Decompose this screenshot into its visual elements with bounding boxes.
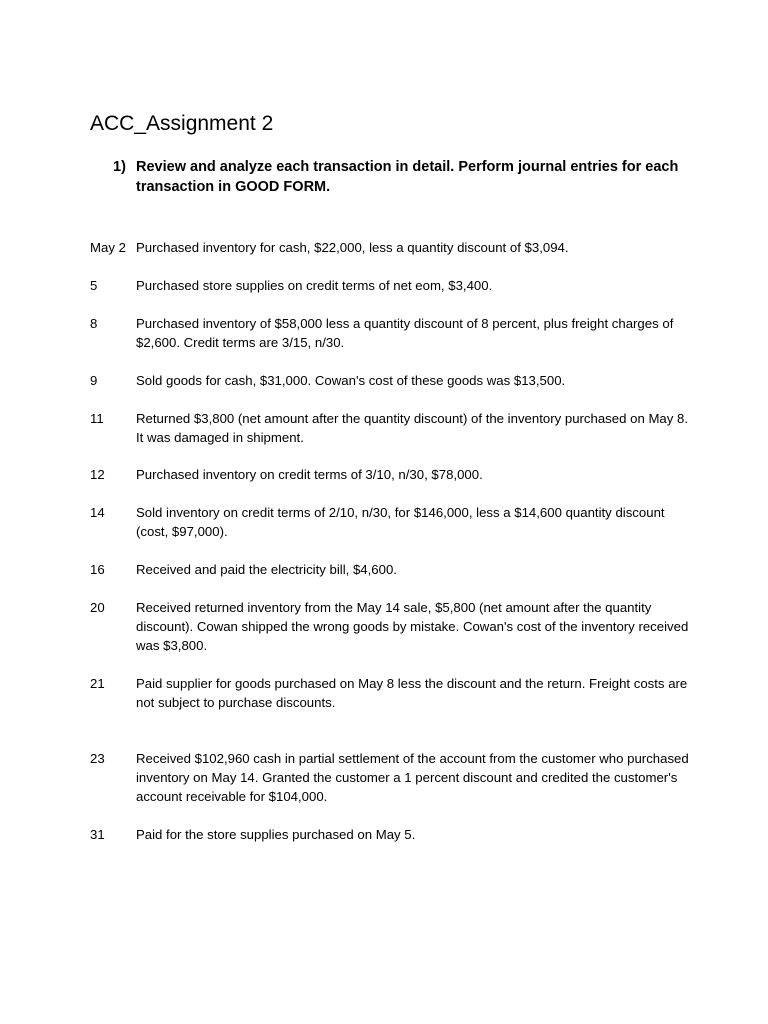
transaction-description: Purchased store supplies on credit terms of net eom, $3,400. bbox=[136, 278, 493, 293]
transaction-date: 14 bbox=[90, 505, 105, 520]
transaction-date: 12 bbox=[90, 467, 105, 482]
question-number: 1) bbox=[113, 159, 126, 175]
transaction-description: Returned $3,800 (net amount after the quantity discount) of the inventory purchased on May 8. It was damaged in shipment. bbox=[136, 411, 689, 445]
transaction-date: 8 bbox=[90, 316, 98, 331]
transaction-date: 21 bbox=[90, 676, 105, 691]
transaction-date: 16 bbox=[90, 562, 105, 577]
transaction-description: Received $102,960 cash in partial settlement of the account from the customer who purchased inventory on May 14. Granted the customer a 1 percent discount and credited the customer's account receivable for $104,000. bbox=[136, 751, 689, 804]
transaction-entry bbox=[90, 749, 690, 806]
transaction-entry bbox=[90, 503, 690, 541]
transaction-entry bbox=[90, 314, 690, 352]
transaction-date: 31 bbox=[90, 827, 105, 842]
transaction-entry bbox=[90, 409, 690, 447]
transaction-description: Received returned inventory from the May 14 sale, $5,800 (net amount after the quantity discount). Cowan shipped the wrong goods by mistake. Cowan's cost of the inventory received was $3,800. bbox=[136, 600, 689, 653]
transaction-description: Purchased inventory of $58,000 less a quantity discount of 8 percent, plus freight charges of $2,600. Credit terms are 3/15, n/30. bbox=[136, 316, 674, 350]
transaction-date: 23 bbox=[90, 751, 105, 766]
transaction-entry bbox=[90, 674, 690, 712]
transaction-entry bbox=[90, 465, 690, 484]
transaction-entry bbox=[90, 825, 690, 844]
question-text: Review and analyze each transaction in detail. Perform journal entries for each transaction in GOOD FORM. bbox=[136, 159, 679, 195]
transaction-date: 11 bbox=[90, 411, 104, 426]
transaction-description: Sold goods for cash, $31,000. Cowan's cost of these goods was $13,500. bbox=[136, 373, 566, 388]
transaction-description: Paid for the store supplies purchased on May 5. bbox=[136, 827, 416, 842]
transaction-date: 5 bbox=[90, 278, 98, 293]
transaction-description: Purchased inventory on credit terms of 3/10, n/30, $78,000. bbox=[136, 467, 483, 482]
question-1 bbox=[113, 157, 693, 197]
transaction-description: Paid supplier for goods purchased on May 8 less the discount and the return. Freight costs are not subject to purchase discounts. bbox=[136, 676, 688, 710]
transaction-date: 20 bbox=[90, 600, 105, 615]
transaction-entry bbox=[90, 276, 690, 295]
document-title: ACC_Assignment 2 bbox=[90, 112, 274, 135]
transaction-entry bbox=[90, 560, 690, 579]
transaction-date: May 2 bbox=[90, 240, 126, 255]
transaction-date: 9 bbox=[90, 373, 98, 388]
transaction-entry bbox=[90, 598, 690, 655]
transaction-entry bbox=[90, 238, 690, 257]
transaction-entry bbox=[90, 371, 690, 390]
transaction-description: Sold inventory on credit terms of 2/10, n/30, for $146,000, less a $14,600 quantity discount (cost, $97,000). bbox=[136, 505, 665, 539]
transaction-description: Received and paid the electricity bill, $4,600. bbox=[136, 562, 397, 577]
transaction-description: Purchased inventory for cash, $22,000, less a quantity discount of $3,094. bbox=[136, 240, 569, 255]
